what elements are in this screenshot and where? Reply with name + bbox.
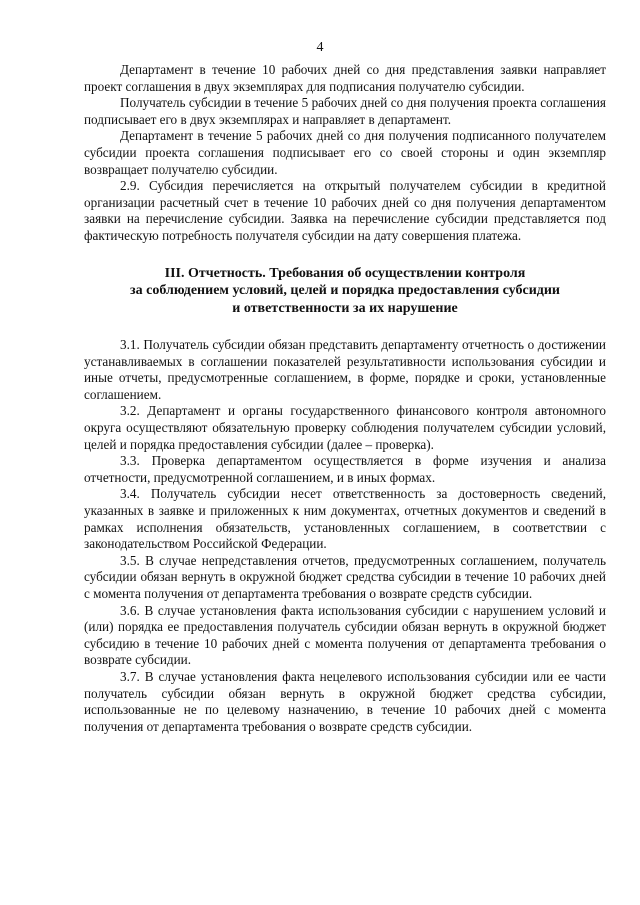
document-body [84, 62, 606, 735]
section-heading [84, 265, 606, 318]
paragraph-3-1: 3.1. Получатель субсидии обязан представить департаменту отчетность о достижении устанавливаемых в соглашении показателей результативности использования субсидии и иные отчеты, предусмотренные соглашением, в форме, порядке и сроки, установленные соглашением. [84, 337, 606, 402]
paragraph-3-2: 3.2. Департамент и органы государственного финансового контроля автономного округа осуществляют обязательную проверку соблюдения получателем субсидии условий, целей и порядка предоставления субсидии (далее – проверка). [84, 403, 606, 452]
paragraph-3-7: 3.7. В случае установления факта нецелевого использования субсидии или ее части получатель субсидии обязан вернуть в окружной бюджет средства субсидии, использованные не по целевому назначению, в течение 10 рабочих дней с момента получения от департамента требования о возврате средств субсидии. [84, 668, 606, 734]
paragraph-recipient-signs: Получатель субсидии в течение 5 рабочих дней со дня получения проекта соглашения подписывает его в двух экземплярах и направляет в департамент. [84, 95, 606, 127]
paragraph-department-signs: Департамент в течение 5 рабочих дней со дня получения подписанного получателем субсидии проекта соглашения подписывает его со своей стороны и один экземпляр возвращает получателю субсидии. [84, 128, 606, 177]
section-heading-line-2: за соблюдением условий, целей и порядка предоставления субсидии [130, 283, 560, 299]
paragraph-2-9: 2.9. Субсидия перечисляется на открытый получателем субсидии в кредитной организации расчетный счет в течение 10 рабочих дней со дня получения департаментом заявки на перечисление субсидии. Заявка на перечисление субсидии представляется под фактическую потребность получателя субсидии на дату совершения платежа. [84, 178, 606, 243]
page-number: 4 [316, 40, 324, 55]
paragraph-3-5: 3.5. В случае непредставления отчетов, предусмотренных соглашением, получатель субсидии обязан вернуть в окружной бюджет средства субсидии в течение 10 рабочих дней с момента получения от департамента требования о возврате средств субсидии. [84, 552, 606, 601]
paragraph-contract-draft: Департамент в течение 10 рабочих дней со дня представления заявки направляет проект соглашения в двух экземплярах для подписания получателю субсидии. [84, 62, 606, 94]
paragraph-3-6: 3.6. В случае установления факта использования субсидии с нарушением условий и (или) порядка ее предоставления получатель субсидии обязан вернуть в окружной бюджет субсидию в течение 10 рабочих дней с момента получения от департамента требования о возврате субсидии. [84, 602, 606, 668]
paragraph-3-3: 3.3. Проверка департаментом осуществляется в форме изучения и анализа отчетности, предусмотренной соглашением, и в иных формах. [84, 453, 606, 485]
section-heading-line-3: и ответственности за их нарушение [232, 300, 458, 316]
paragraph-3-4: 3.4. Получатель субсидии несет ответственность за достоверность сведений, указанных в заявке и приложенных к ним документах, отчетных документов и сведений в рамках исполнения обязательств, установленных соглашением, в соответствии с законодательством Российской Федерации. [84, 486, 606, 552]
section-heading-line-1: III. Отчетность. Требования об осуществлении контроля [164, 265, 526, 281]
